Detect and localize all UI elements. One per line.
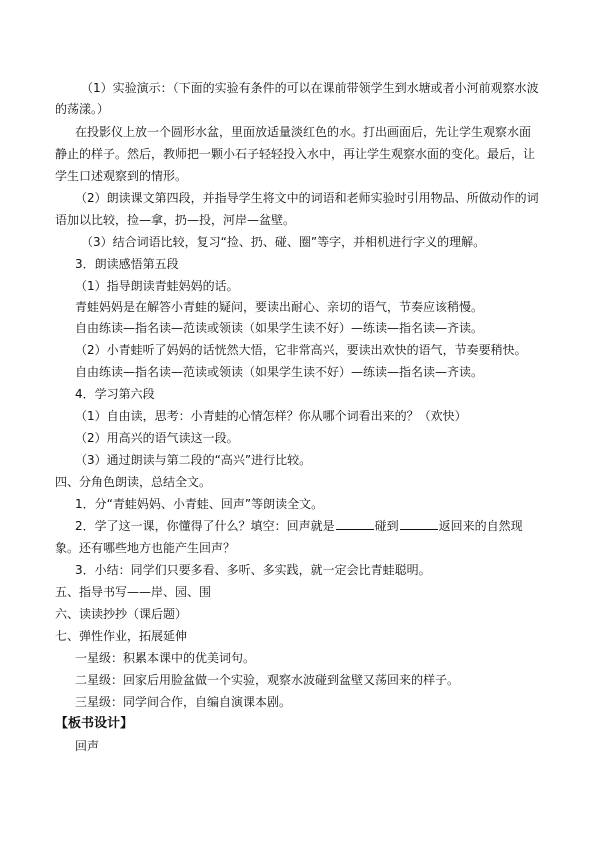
question-text: 返回来的自然现 [438,519,523,533]
text-line: （1）指导朗读青蛙妈妈的话。 [75,279,239,293]
text-line: （2）用高兴的语气读这一段。 [75,431,239,445]
section-heading: 3．朗读感悟第五段 [75,257,179,271]
text-line: 在投影仪上放一个圆形水盆，里面放适量淡红色的水。打出画面后，先让学生观察水面 [75,125,532,139]
text-line: 回声 [75,739,100,753]
section-heading: 4．学习第六段 [75,387,155,401]
question-text: 2．学了这一课，你懂得了什么？填空：回声就是 [75,519,335,533]
text-line: 语加以比较，捡—拿，扔—投，河岸—盆壁。 [55,213,296,227]
text-line: （1）自由读，思考：小青蛙的心情怎样？你从哪个词看出来的？（欢快） [75,409,467,423]
section-heading: 六、读读抄抄（课后题） [55,607,188,621]
text-line: 三星级：同学间合作，自编自演课本剧。 [75,695,292,709]
text-line: 的荡漾。） [55,102,110,116]
text-line: （3）结合词语比较，复习“捡、扔、碰、圈”等字，并相机进行字义的理解。 [81,235,486,249]
text-line: （3）通过朗读与第二段的“高兴”进行比较。 [75,453,312,467]
text-line: 象。还有哪些地方也能产生回声？ [55,541,236,555]
text-line: （1）实验演示：（下面的实验有条件的可以在课前带领学生到水塘或者小河前观察水波 [81,81,539,95]
answer-blank [336,518,374,530]
text-line: 青蛙妈妈是在解答小青蛙的疑问，要读出耐心、亲切的语气，节奏应该稍慢。 [75,300,484,314]
text-line: 自由练读—指名读—范读或领读（如果学生读不好）—练读—指名读—齐读。 [75,321,484,335]
section-heading: 四、分角色朗读，总结全文。 [55,475,212,489]
text-line: 二星级：回家后用脸盆做一个实验，观察水波碰到盆壁又荡回来的样子。 [75,673,460,687]
text-line: 自由练读—指名读—范读或领读（如果学生读不好）—练读—指名读—齐读。 [75,365,484,379]
board-design-heading: 【板书设计】 [55,716,134,731]
section-heading: 七、弹性作业，拓展延伸 [55,629,188,643]
text-line: （2）小青蛙听了妈妈的话恍然大悟，它非常高兴，要读出欢快的语气，节奏要稍快。 [75,343,527,357]
text-line: 3．小结：同学们只要多看、多听、多实践，就一定会比青蛙聪明。 [75,563,431,577]
section-heading: 五、指导书写——岸、园、围 [55,585,212,599]
text-line: （2）朗读课文第四段，并指导学生将文中的词语和老师实验时引用物品、所做动作的词 [75,191,539,205]
text-line: 静止的样子。然后，教师把一颗小石子轻轻投入水中，再让学生观察水面的变化。最后，让 [55,147,536,161]
text-line: 1．分“青蛙妈妈、小青蛙、回声”等朗读全文。 [75,497,324,511]
text-line: 一星级：积累本课中的优美词句。 [75,651,256,665]
question-text: 碰到 [374,519,399,533]
answer-blank [400,518,438,530]
fill-in-question [75,518,555,534]
text-line: 学生口述观察到的情形。 [55,169,188,183]
